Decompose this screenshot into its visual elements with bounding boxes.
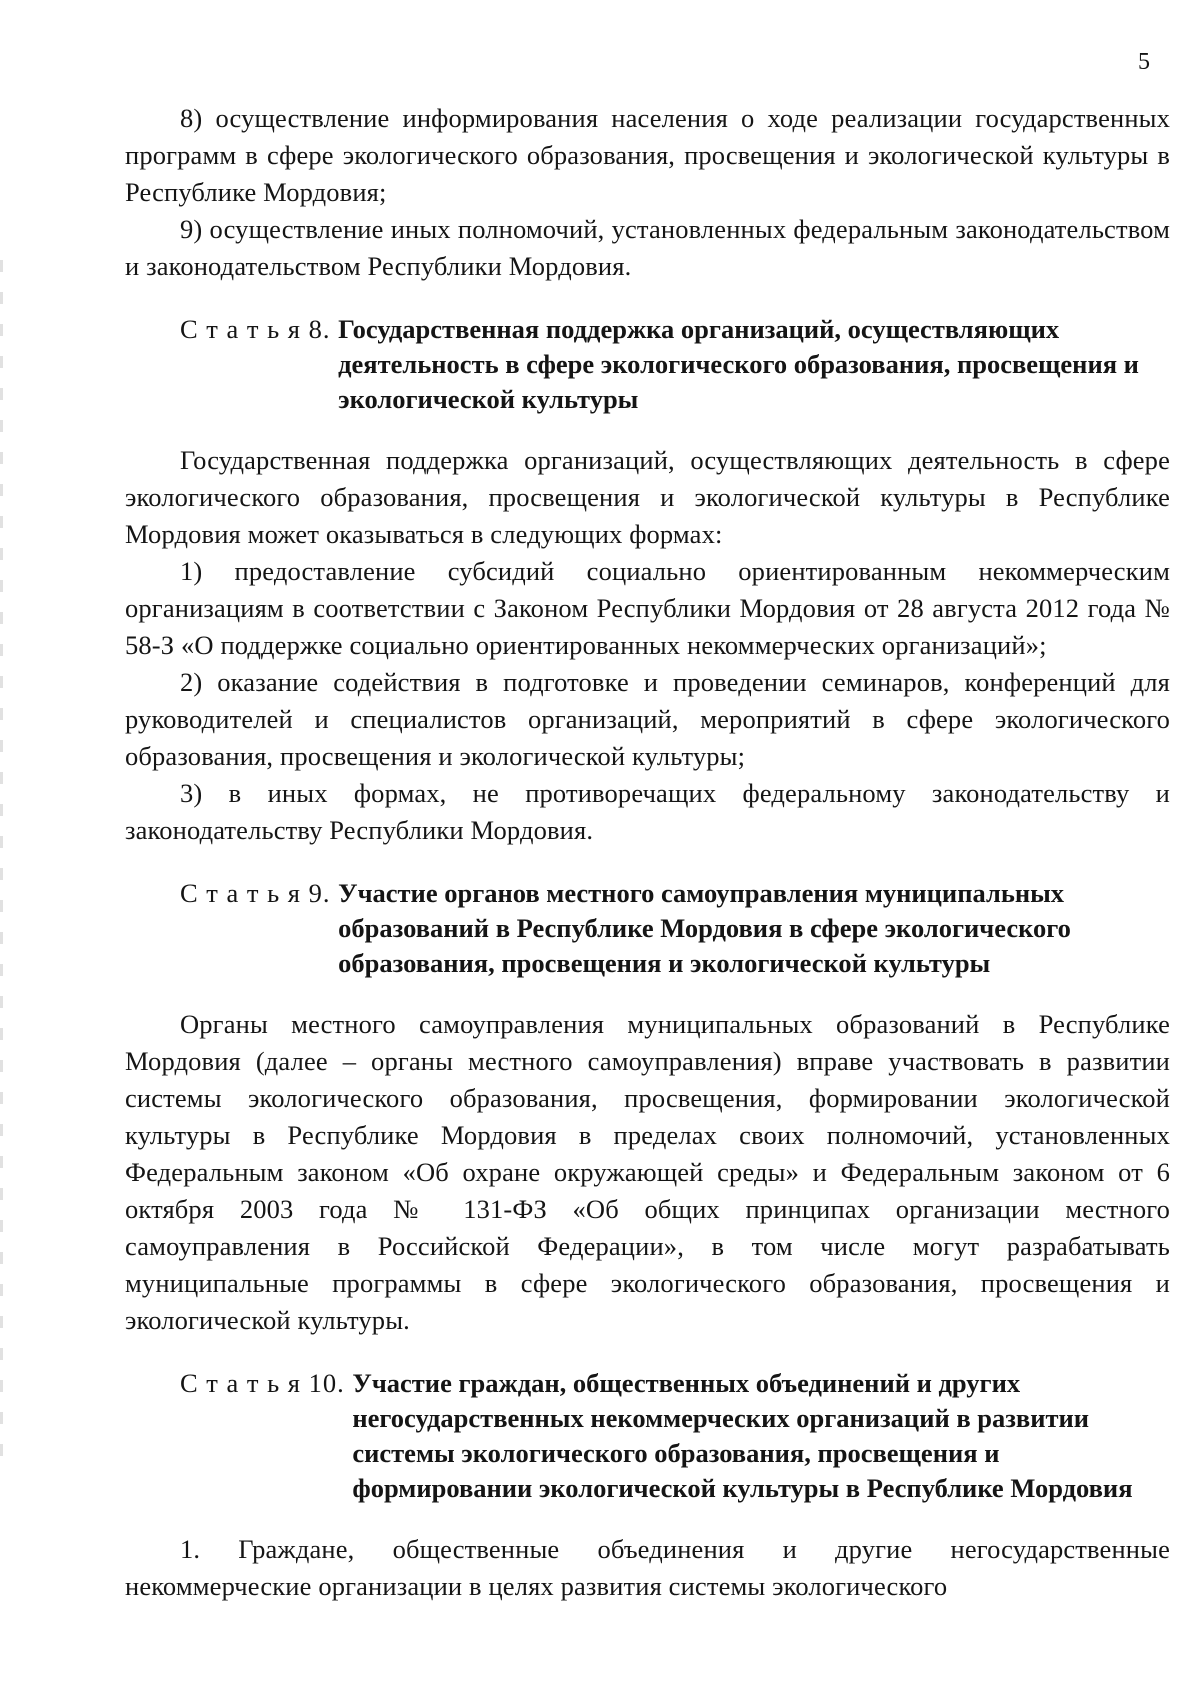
document-body (125, 100, 1170, 1605)
article-8-heading (125, 312, 1170, 417)
article-9-title: Участие органов местного самоуправления муниципальных образований в Республике Мордовия в сфере экологического образования, просвещения и экологической культуры (338, 878, 1071, 978)
article-8-intro: Государственная поддержка организаций, осуществляющих деятельность в сфере экологического образования, просвещения и экологической культуры в Республике Мордовия может оказываться в следующих формах: (125, 445, 1170, 549)
article-9-heading (125, 876, 1170, 981)
article-10-item-1: 1. Граждане, общественные объединения и другие негосударственные некоммерческие организации в целях развития системы экологического (125, 1534, 1170, 1601)
page-number: 5 (1138, 49, 1150, 75)
article-10-heading (125, 1366, 1170, 1506)
article-9-text: Органы местного самоуправления муниципальных образований в Республике Мордовия (далее – органы местного самоуправления) вправе участвовать в развитии системы экологического образования, просвещения, формировании экологической культуры в Республике Мордовия в пределах своих полномочий, установленных Федеральным законом «Об охране окружающей среды» и Федеральным законом от 6 октября 2003 года № 131-ФЗ «Об общих принципах организации местного самоуправления в Российской Федерации», в том числе могут разрабатывать муниципальные программы в сфере экологического образования, просвещения и экологической культуры. (125, 1009, 1170, 1335)
article-8-title: Государственная поддержка организаций, осуществляющих деятельность в сфере экологического образования, просвещения и экологической культуры (338, 314, 1139, 414)
article-8-label: С т а т ь я 8. (180, 314, 339, 344)
article-9-label: С т а т ь я 9. (180, 878, 339, 908)
article-8-item-1: 1) предоставление субсидий социально ориентированным некоммерческим организациям в соответствии с Законом Республики Мордовия от 28 августа 2012 года № 58-З «О поддержке социально ориентированных некоммерческих организаций»; (125, 556, 1170, 660)
paragraph-item-8: 8) осуществление информирования населения о ходе реализации государственных программ в сфере экологического образования, просвещения и экологической культуры в Республике Мордовия; (125, 103, 1170, 207)
paragraph-item-9: 9) осуществление иных полномочий, установленных федеральным законодательством и законодательством Республики Мордовия. (125, 214, 1170, 281)
article-8-item-2: 2) оказание содействия в подготовке и проведении семинаров, конференций для руководителей и специалистов организаций, мероприятий в сфере экологического образования, просвещения и экологической культуры; (125, 667, 1170, 771)
article-8-item-3: 3) в иных формах, не противоречащих федеральному законодательству и законодательству Республики Мордовия. (125, 778, 1170, 845)
article-10-label: С т а т ь я 10. (180, 1368, 353, 1398)
scan-edge-marks (0, 260, 3, 1460)
article-10-title: Участие граждан, общественных объединений и других негосударственных некоммерческих организаций в развитии системы экологического образования, просвещения и формировании экологической культуры в Республике Мордовия (352, 1368, 1133, 1503)
